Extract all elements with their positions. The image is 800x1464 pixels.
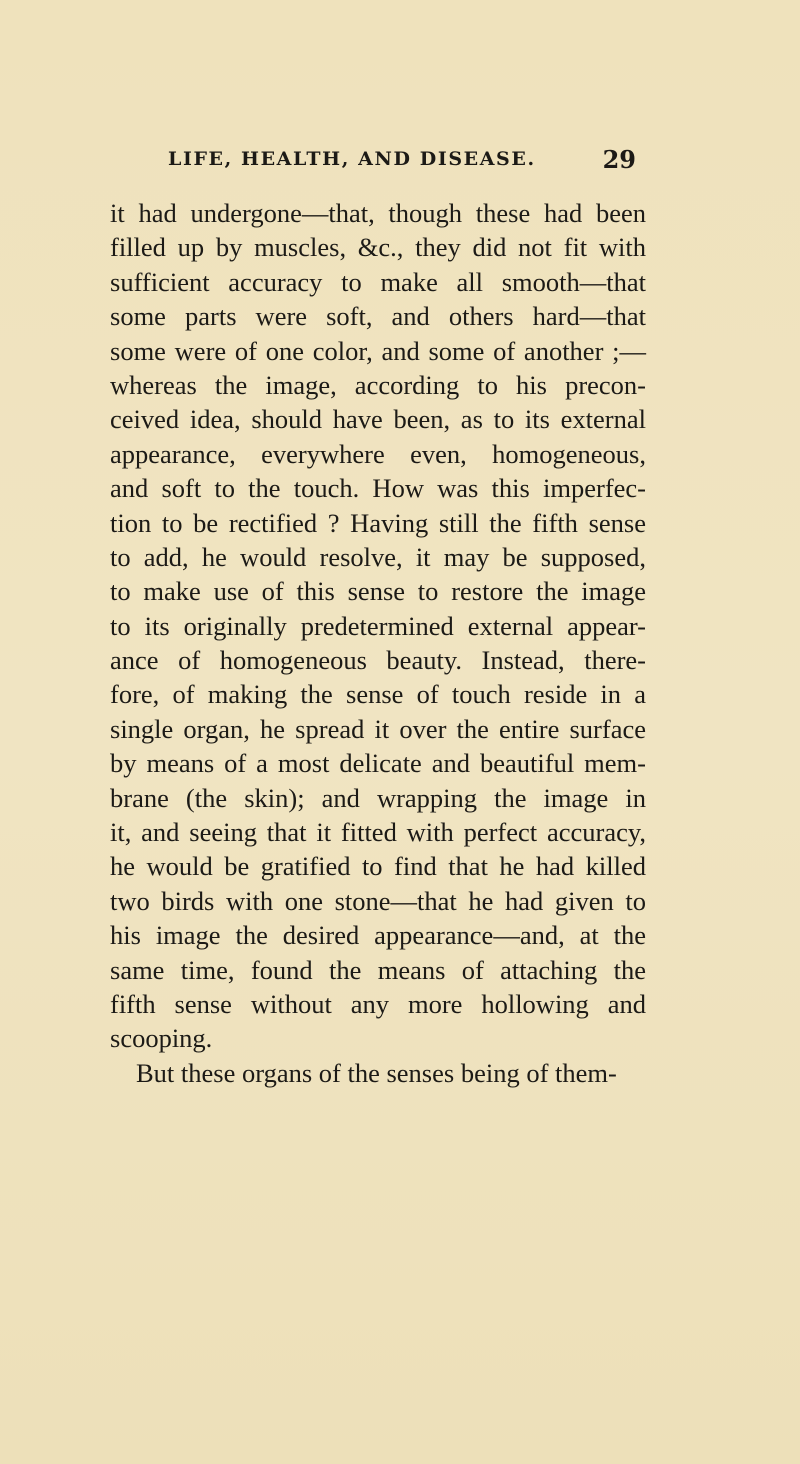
text-line: two birds with one stone—that he had given to (110, 885, 646, 916)
text-line: fifth sense without any more hollowing and (110, 988, 646, 1019)
body-text (110, 196, 646, 1090)
text-line: same time, found the means of attaching the (110, 954, 646, 985)
text-line: whereas the image, according to his precon- (110, 369, 646, 400)
text-line: by means of a most delicate and beautiful mem- (110, 748, 646, 779)
text-line: scooping. (110, 1023, 213, 1054)
text-line: sufficient accuracy to make all smooth—that (110, 266, 646, 297)
text-line: filled up by muscles, &c., they did not fit with (110, 232, 646, 263)
text-line: some parts were soft, and others hard—that (110, 301, 646, 332)
page-number: 29 (602, 145, 636, 174)
running-title: LIFE, HEALTH, AND DISEASE. (168, 148, 536, 170)
text-line: his image the desired appearance—and, at the (110, 920, 646, 951)
text-line: to its originally predetermined external appear- (110, 610, 646, 641)
text-line: some were of one color, and some of another ;— (110, 335, 646, 366)
text-line: tion to be rectified ? Having still the fifth sense (110, 507, 646, 538)
text-line: brane (the skin); and wrapping the image in (110, 782, 646, 813)
paragraph-start-line: But these organs of the senses being of them- (136, 1057, 617, 1088)
text-line: fore, of making the sense of touch reside in a (110, 679, 646, 710)
text-line: he would be gratified to find that he had killed (110, 851, 646, 882)
text-line: single organ, he spread it over the entire surface (110, 713, 646, 744)
text-line: ance of homogeneous beauty. Instead, there- (110, 645, 646, 676)
text-line: it had undergone—that, though these had been (110, 198, 646, 228)
text-line: ceived idea, should have been, as to its external (110, 404, 646, 435)
text-line: to add, he would resolve, it may be supposed, (110, 541, 646, 572)
text-line: to make use of this sense to restore the image (110, 576, 646, 607)
page-header (168, 145, 636, 188)
text-line: appearance, everywhere even, homogeneous, (110, 438, 646, 469)
text-line: it, and seeing that it fitted with perfect accuracy, (110, 817, 646, 848)
text-line: and soft to the touch. How was this imperfec- (110, 473, 646, 504)
